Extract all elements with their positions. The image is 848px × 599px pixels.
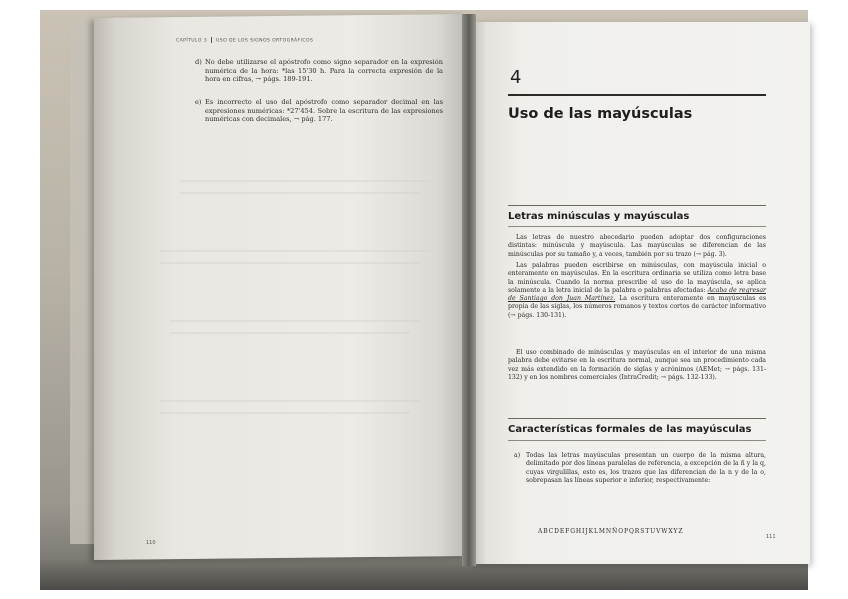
paragraph	[508, 262, 766, 320]
left-page	[94, 14, 466, 560]
page-number: 111	[766, 534, 776, 540]
chapter-number: 4	[510, 67, 522, 88]
running-head-chapter: CAPÍTULO 3	[176, 38, 208, 44]
show-through-line	[170, 332, 410, 334]
section-rule	[508, 418, 766, 419]
list-item-text: Es incorrecto el uso del apóstrofo como separador decimal en las expresiones numéricas: *27'454. Sobre la escritura de las expresiones numéricas con decimales, → pág. 177.	[205, 98, 443, 124]
section-title: Letras minúsculas y mayúsculas	[508, 211, 690, 222]
book-gutter	[462, 14, 476, 566]
show-through-line	[180, 180, 430, 182]
alphabet-sample: ABCDEFGHIJKLMNÑOPQRSTUVWXYZ	[538, 528, 684, 535]
running-head-section: USO DE LOS SIGNOS ORTOGRÁFICOS	[216, 38, 314, 44]
chapter-title: Uso de las mayúsculas	[508, 106, 693, 122]
list-item	[514, 452, 766, 485]
list-item-label: d)	[195, 58, 202, 66]
paragraph: Las letras de nuestro abecedario pueden adoptar dos configuraciones distintas: minúscula y mayúscula. Las mayúsculas se diferencian de las minúsculas por su tamaño y, a veces, también por su trazo (→ pág. 3).	[508, 234, 766, 258]
show-through-line	[160, 400, 420, 402]
chapter-rule	[508, 94, 766, 96]
show-through-line	[160, 412, 410, 414]
show-through-line	[180, 192, 420, 194]
list-item-text: No debe utilizarse el apóstrofo como signo separador en la expresión numérica de la hora: *las 15'30 h. Para la correcta expresión de la hora en cifras, → págs. 189-191.	[205, 58, 443, 84]
book-bottom-edge	[40, 560, 808, 590]
list-item-label: e)	[195, 98, 202, 106]
paragraph-text: La escritura enteramente en mayúsculas es propia de las siglas, los números romanos y textos cortos de carácter informativo (→ págs. 130-131).	[508, 295, 767, 319]
running-head-separator	[211, 37, 212, 43]
list-item-text: Todas las letras mayúsculas presentan un cuerpo de la misma altura, delimitado por dos líneas paralelas de referencia, a excepción de la ñ y la q, cuyas virgulillas, esto es, los trazos que las diferencian de la n y de la o, sobrepasan las líneas superior e inferior, respectivamente:	[526, 452, 766, 484]
list-item	[195, 58, 443, 84]
section-rule	[508, 440, 766, 441]
list-item-label: a)	[514, 452, 521, 459]
running-head	[176, 37, 313, 44]
section-rule	[508, 226, 766, 227]
example-text: Acaba de regresar de Santiago don Juan Martínez.	[508, 286, 766, 303]
paragraph-text: Las palabras pueden escribirse en minúsculas, con mayúscula inicial o enteramente en mayúsculas. En la escritura ordinaria se utiliza como letra base la minúscula. Cuando la norma prescribe el uso de la mayúscula, se aplica solamente a la letra inicial de la palabra o palabras afectadas:	[508, 262, 766, 294]
section-rule	[508, 205, 766, 206]
show-through-line	[160, 250, 430, 252]
list-item	[195, 98, 443, 124]
section-title: Características formales de las mayúsculas	[508, 424, 752, 435]
show-through-line	[170, 320, 420, 322]
page-number: 110	[146, 540, 156, 546]
show-through-line	[160, 262, 420, 264]
paragraph: El uso combinado de minúsculas y mayúsculas en el interior de una misma palabra debe evitarse en la escritura normal, aunque sea un procedimiento cada vez más extendido en la formación de siglas y acrónimos (AEMet; → págs. 131-132) y en los nombres comerciales (IntraCredit; → págs. 132-133).	[508, 349, 766, 381]
